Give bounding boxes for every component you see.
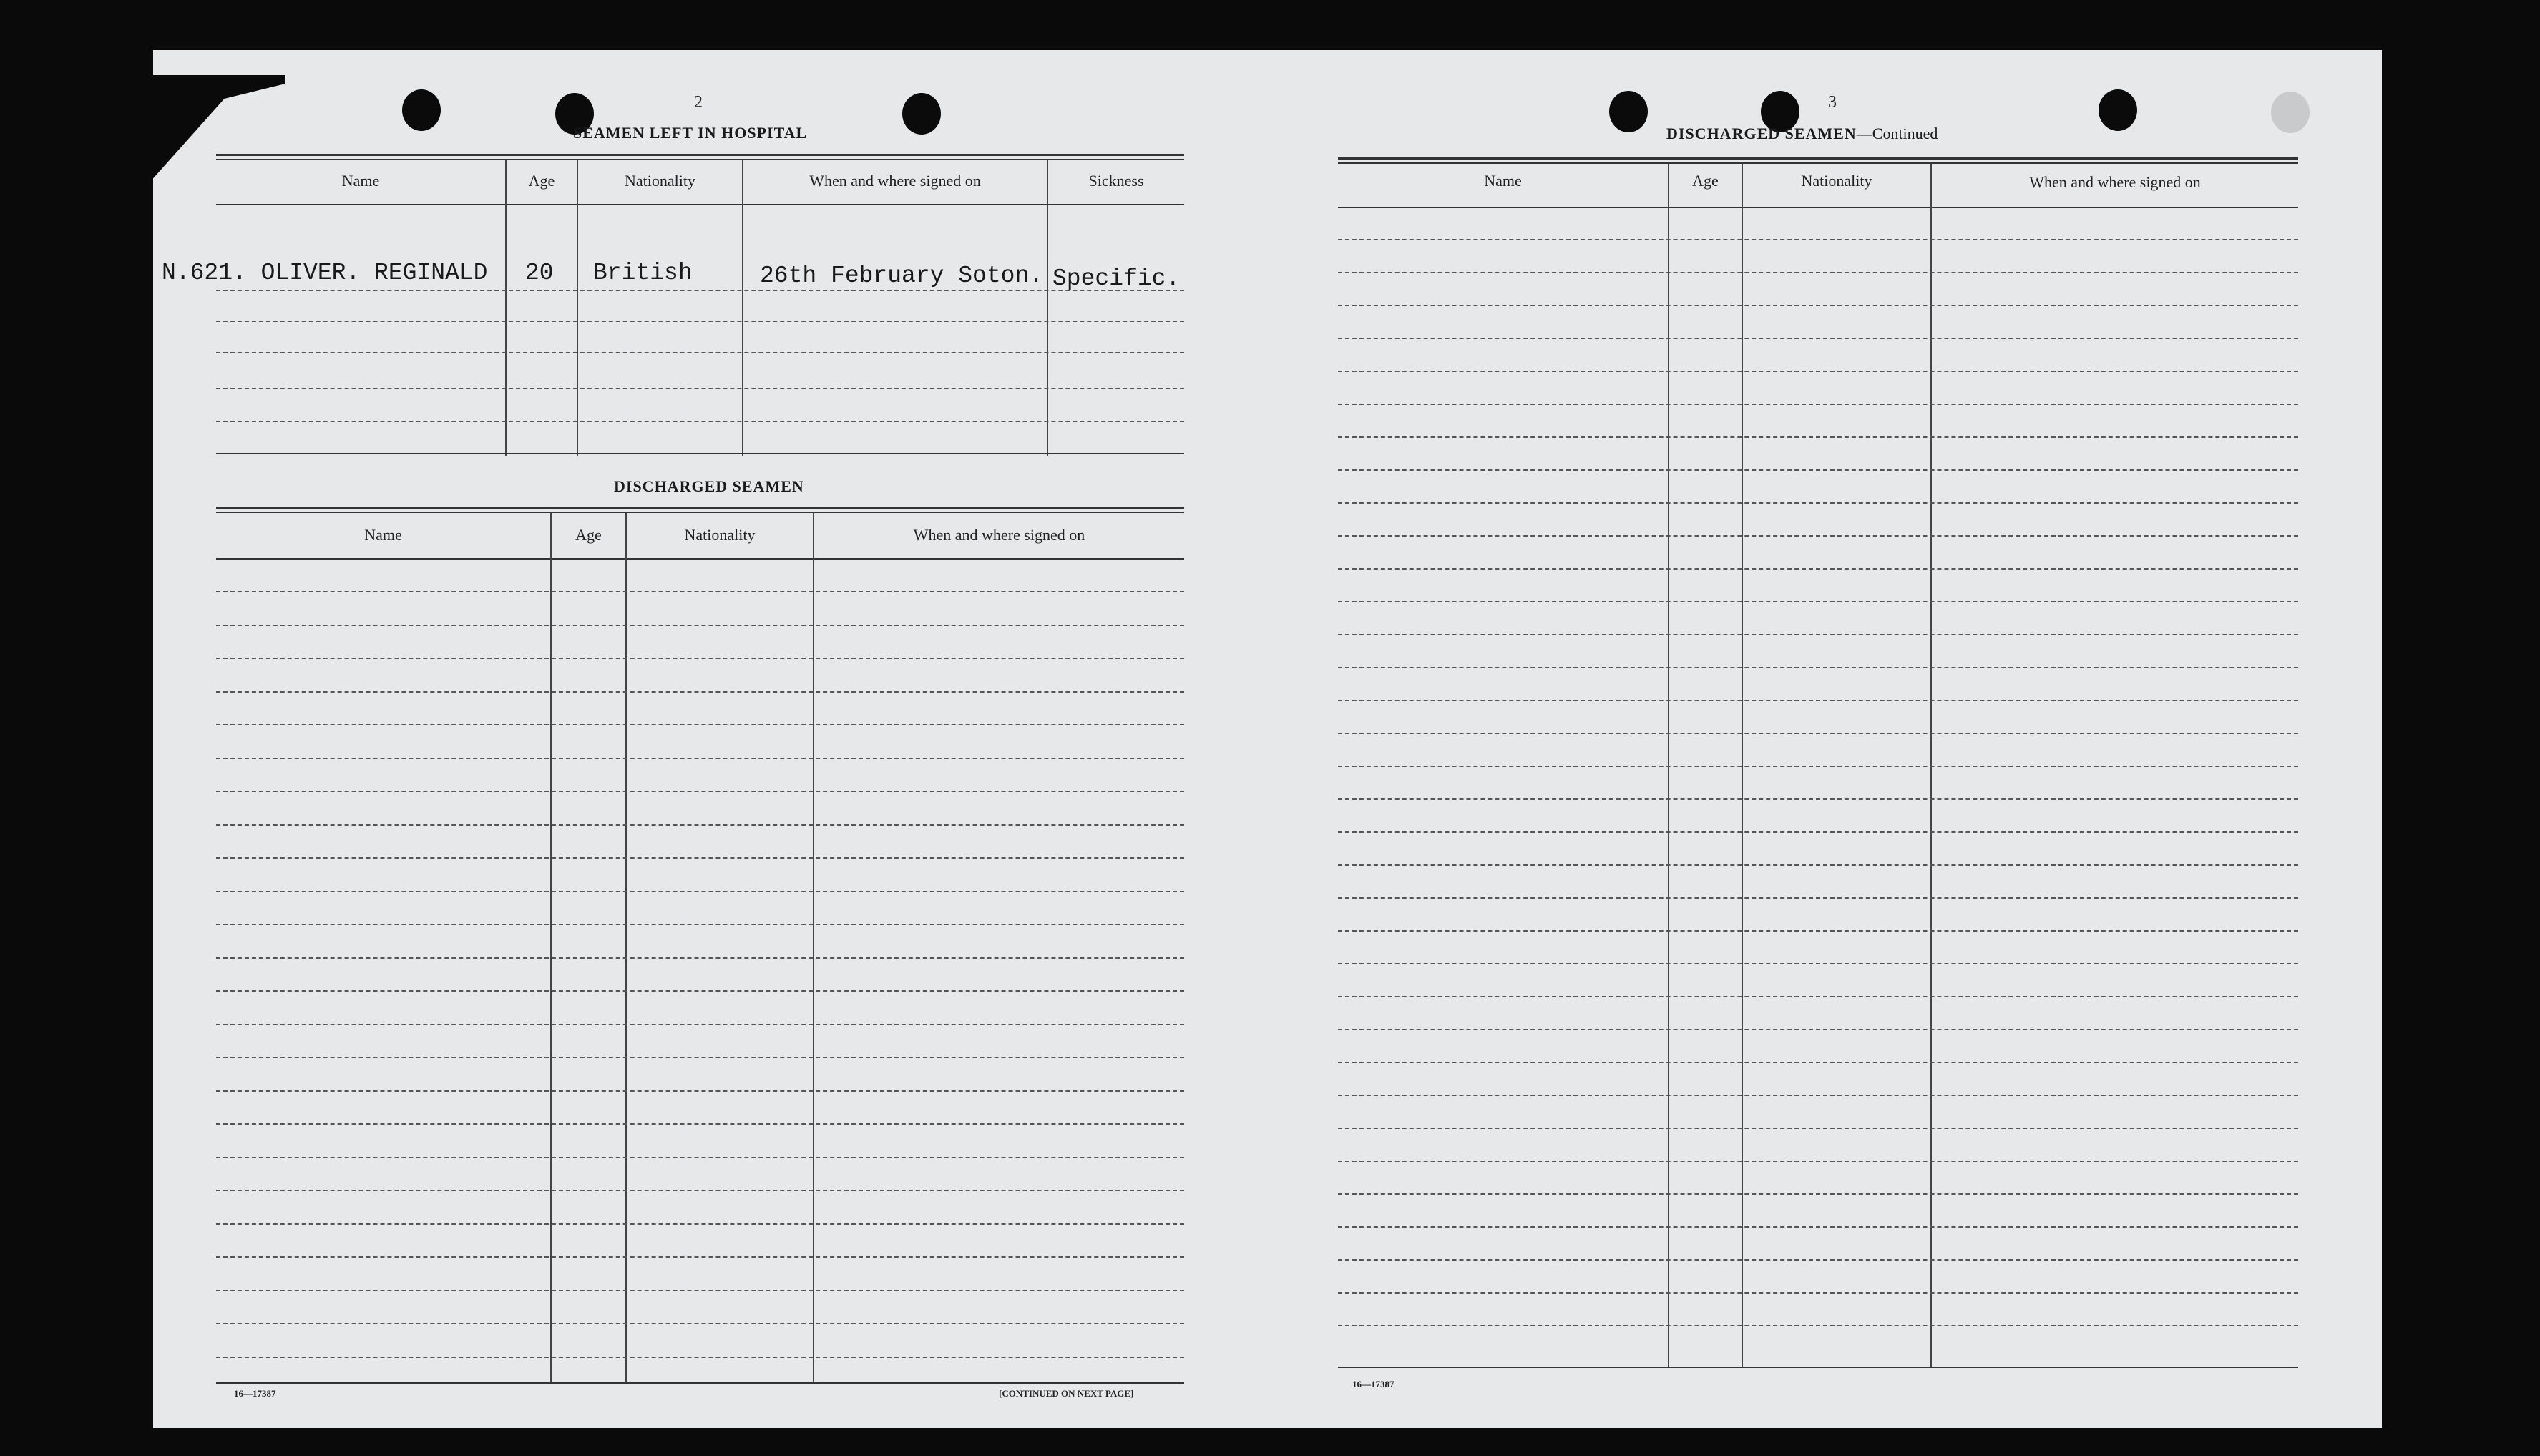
- form-number: 16—17387: [234, 1388, 276, 1399]
- punch-hole: [2271, 92, 2310, 133]
- col-header-name: Name: [364, 526, 402, 544]
- col-header-nationality: Nationality: [1801, 172, 1872, 190]
- punch-hole: [2099, 89, 2137, 131]
- section-title: [1666, 124, 1938, 143]
- col-header-signed-on: When and where signed on: [913, 526, 1085, 544]
- hospital-entry-sickness: Specific.: [1052, 265, 1181, 292]
- right-page: [1269, 50, 2382, 1428]
- hospital-section-title: SEAMEN LEFT IN HOSPITAL: [573, 124, 808, 142]
- col-header-sickness: Sickness: [1088, 172, 1144, 190]
- form-number: 16—17387: [1352, 1379, 1394, 1389]
- col-header-age: Age: [1692, 172, 1719, 190]
- section-title-main: DISCHARGED SEAMEN: [1666, 124, 1857, 142]
- hospital-entry-name: N.621. OLIVER. REGINALD: [162, 260, 488, 286]
- hospital-entry-nationality: British: [593, 260, 693, 286]
- hospital-entry-signed-on: 26th February Soton.: [760, 263, 1044, 289]
- left-page: [153, 50, 1269, 1428]
- section-title-suffix: —Continued: [1856, 124, 1938, 142]
- continued-note: [CONTINUED ON NEXT PAGE]: [999, 1388, 1134, 1399]
- punch-hole: [402, 89, 441, 131]
- col-header-name: Name: [1484, 172, 1522, 190]
- manifest-sheet: [153, 50, 2382, 1428]
- col-header-age: Age: [575, 526, 602, 544]
- col-header-signed-on: When and where signed on: [2029, 173, 2201, 191]
- discharged-section-title: DISCHARGED SEAMEN: [614, 477, 804, 495]
- col-header-signed-on: When and where signed on: [809, 172, 981, 190]
- hospital-entry-age: 20: [525, 260, 554, 286]
- col-header-nationality: Nationality: [684, 526, 756, 544]
- col-header-nationality: Nationality: [625, 172, 695, 190]
- page-number: 2: [694, 93, 703, 112]
- punch-hole: [902, 93, 941, 135]
- col-header-name: Name: [341, 172, 380, 190]
- page-number: 3: [1828, 93, 1837, 112]
- col-header-age: Age: [528, 172, 555, 190]
- punch-hole: [1609, 91, 1648, 132]
